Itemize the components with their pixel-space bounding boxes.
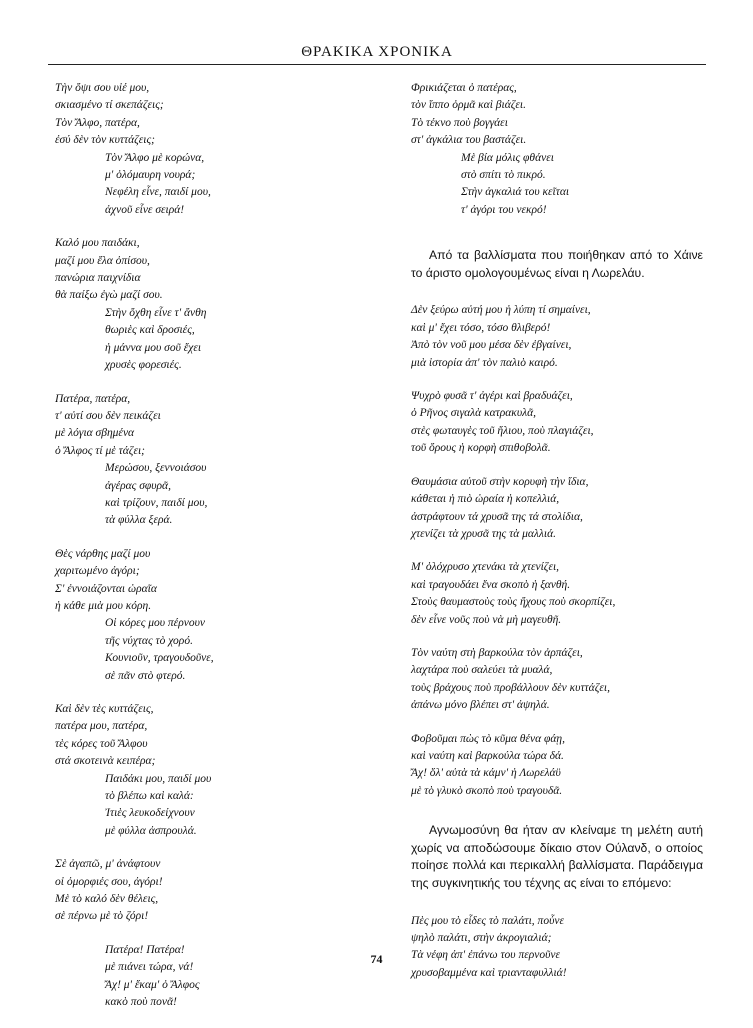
poem-line: Τὴν ὄψι σου υἱέ μου, xyxy=(55,82,150,94)
poem-line: ὁ Ρῆνος σιγαλὰ κατρακυλᾶ, xyxy=(411,407,536,420)
running-header: ΘΡΑΚΙΚΑ ΧΡΟΝΙΚΑ xyxy=(301,44,453,60)
poem-line: χαριτωμένο ἀγόρι; xyxy=(55,565,140,578)
poem-line: καὶ ναύτη καὶ βαρκούλα τώρα δά. xyxy=(411,749,564,762)
poem-line: Φοβοῦμαι πὼς τὸ κῦμα θένα φάῃ, xyxy=(411,732,565,745)
poem-line: Νεφέλη εἶνε, παιδί μου, xyxy=(105,186,211,199)
poem-line: χτενίζει τὰ χρυσᾶ της τὰ μαλλιά. xyxy=(411,527,556,540)
poem-line: μαζί μου ἔλα ὀπίσου, xyxy=(55,254,150,267)
poem-line: Κουνιοῦν, τραγουδοῦνε, xyxy=(105,652,214,665)
poem-stanza xyxy=(55,546,375,685)
poem-line: θὰ παίξω ἐγὼ μαζί σου. xyxy=(55,289,163,302)
poem-line: Πὲς μου τὸ εἶδες τὸ παλάτι, ποὖνε xyxy=(411,914,564,927)
poem-line: Στὴν ἀγκαλιά του κεῖται xyxy=(461,186,570,199)
poem-line: ἀγέρας σφυρᾶ, xyxy=(105,479,171,492)
poem-line: ἡ μάννα μου σοῦ ἔχει xyxy=(105,341,202,354)
poem-line: σὲ πέρνω μὲ τὸ ζόρι! xyxy=(55,910,149,923)
poem-stanza xyxy=(411,302,711,372)
poem-line: Στὴν ὄχθη εἶνε τ' ἄνθη xyxy=(105,306,207,319)
poem-line: τῆς νύχτας τὸ χορό. xyxy=(105,634,193,647)
poem-line: τ' αὐτί σου δὲν πεικάζει xyxy=(55,409,161,422)
poem-line: μὲ λόγια σβημένα xyxy=(55,427,135,440)
poem-line: Μερώσου, ξεννοιάσου xyxy=(105,462,207,475)
poem-line: καὶ τρίζουν, παιδί μου, xyxy=(105,496,208,509)
poem-stanza xyxy=(55,391,375,530)
poem-stanza xyxy=(411,80,711,219)
poem-line: Τὸν Ἄλφο, πατέρα, xyxy=(55,116,140,129)
poem-line: Τὸν ναύτη στὴ βαρκούλα τὸν ἁρπάζει, xyxy=(411,646,583,659)
poem-line: πατέρα μου, πατέρα, xyxy=(55,720,148,733)
poem-line: ἀπάνω μόνο βλέπει στ' ἀψηλά. xyxy=(411,699,550,712)
poem-line: Μὲ τὸ καλό δὲν θέλεις, xyxy=(55,893,159,906)
poem-line: τὸ βλέπω καὶ καλά: xyxy=(105,790,194,803)
poem-line: Μ' ὁλόχρυσο χτενάκι τὰ χτενίζει, xyxy=(411,561,560,574)
poem-line: Ἰτιὲς λευκοδείχνουν xyxy=(105,807,195,820)
poem-stanza xyxy=(55,856,375,926)
poem-line: καὶ μ' ἔχει τόσο, τόσο θλιβερό! xyxy=(411,321,551,334)
poem-line: Δὲν ξεύρω αὐτή μου ἡ λύπη τί σημαίνει, xyxy=(411,304,591,317)
poem-line: Καὶ δὲν τὲς κυττάζεις, xyxy=(55,703,154,715)
poem-line: λαχτάρα ποὺ σαλεύει τὰ μυαλά, xyxy=(411,664,553,677)
poem-line: Φρικιάζεται ὁ πατέρας, xyxy=(411,82,517,94)
poem-stanza xyxy=(411,388,711,458)
poem-line: πανώρια παιχνίδια xyxy=(55,272,141,285)
poem-line: θωριὲς καὶ δροσιές, xyxy=(105,324,195,337)
poem-line: ἀχνοῦ εἶνε σειρά! xyxy=(105,203,185,216)
poem-line: Ἀπὸ τὸν νοῦ μου μέσα δὲν ἐβγαίνει, xyxy=(411,339,572,352)
poem-line: μιὰ ἱστορία ἀπ' τὸν παλιὸ καιρό. xyxy=(411,356,558,369)
poem-line: Τὸν Ἄλφο μὲ κορώνα, xyxy=(105,151,205,164)
poem-line: Τὸ τέκνο ποὺ βογγάει xyxy=(411,116,508,129)
poem-line: χρυσοβαμμένα καὶ τριανταφυλλιά! xyxy=(411,966,567,979)
poem-stanza xyxy=(411,913,711,983)
poem-line: Τὰ νέφη ἀπ' ἐπάνω του περνοῦνε xyxy=(411,949,561,962)
prose-paragraph: Αγνωμοσύνη θα ήταν αν κλείναμε τη μελέτη αυτή χωρίς να αποδώσουμε δίκαιο στον Ούλανδ, ο οποίος ποίησε πολλά και περικαλλή βαλλίσματα. Παράδειγμα της συγκινητικής του τέχνης ας είναι το επόμενο: xyxy=(411,823,703,890)
poem-line: τοῦ ὄρους ἡ κορφὴ σπιθοβολᾶ. xyxy=(411,442,551,455)
poem-line: ἡ κάθε μιὰ μου κόρη. xyxy=(55,599,152,612)
poem-line: σὲ πᾶν στὸ φτερό. xyxy=(105,669,186,682)
poem-line: οἱ ὀμορφιές σου, ἀγόρι! xyxy=(55,875,163,888)
poem-line: στὲς φωταυγὲς τοῦ ἥλιου, ποὺ πλαγιάζει, xyxy=(411,424,594,437)
poem-line: Πατέρα! Πατέρα! xyxy=(105,943,185,956)
poem-line: τ' ἀγόρι του νεκρό! xyxy=(461,203,547,216)
header-rule xyxy=(48,64,706,65)
page-number: 74 xyxy=(370,952,383,966)
poem-line: Πατέρα, πατέρα, xyxy=(55,392,131,405)
poem-stanza xyxy=(55,80,375,219)
poem-line: Ψυχρὸ φυσᾶ τ' ἀγέρι καὶ βραδυάζει, xyxy=(411,390,573,403)
poem-line: μὲ φύλλα ἀσπρουλά. xyxy=(105,824,197,837)
poem-line: μὲ τὸ γλυκὸ σκοπὸ ποὺ τραγουδᾶ. xyxy=(411,784,563,797)
poem-line: μ' ὁλόμαυρη νουρά; xyxy=(105,169,196,182)
poem-line: καὶ τραγουδάει ἕνα σκοπὸ ἡ ξανθή. xyxy=(411,578,571,591)
poem-line: ἐσύ δὲν τὸν κυττάζεις; xyxy=(55,134,156,147)
poem-line: ψηλὸ παλάτι, στὴν ἀκρογιαλιά; xyxy=(411,931,552,944)
poem-line: ἀστράφτουν τά χρυσᾶ της τά στολίδια, xyxy=(411,510,583,523)
poem-line: ὁ Ἄλφος τί μὲ τάζει; xyxy=(55,444,146,457)
poem-line: στά σκοτεινὰ κειπέρα; xyxy=(55,755,156,768)
poem-line: στ' ἀγκάλια του βαστάζει. xyxy=(411,134,527,147)
poem-line: Παιδάκι μου, παιδί μου xyxy=(105,772,212,785)
poem-line: σκιασμένο τί σκεπάζεις; xyxy=(55,99,164,112)
poem-line: Καλό μου παιδάκι, xyxy=(55,237,140,250)
poem-line: Θαυμάσια αὐτοῦ στὴν κορυφὴ τὴν ἴδια, xyxy=(411,475,589,488)
poem-line: τὸν ἵππο ὁρμᾶ καὶ βιάζει. xyxy=(411,99,526,112)
lorelei-poem xyxy=(411,302,711,800)
poem-line: Οἱ κόρες μου πέρνουν xyxy=(105,617,205,630)
poem-stanza xyxy=(55,235,375,374)
poem-line: τὲς κόρες τοῦ Ἄλφου xyxy=(55,737,148,750)
poem-line: μὲ πιάνει τώρα, νά! xyxy=(105,961,194,974)
poem-line: Ἄχ! ὅλ' αὐτὰ τὰ κάμν' ἡ Λωρελάϋ xyxy=(411,767,561,780)
poem-line: χρυσὲς φορεσιές. xyxy=(105,359,182,372)
prose-paragraph: Από τα βαλλίσματα που ποιήθηκαν από το Χάινε το άριστο ομολογουμένως είναι η Λωρελάυ. xyxy=(411,248,703,280)
poem-line: τὰ φύλλα ξερά. xyxy=(105,514,173,527)
poem-line: κάθεται ἡ πιὸ ὡραία ἡ κοπελλιά, xyxy=(411,493,560,506)
poem-line: Στοὺς θαυμαστοὺς τοὺς ἤχους ποὺ σκορπίζει, xyxy=(411,596,616,609)
poem-line: Ἄχ! μ' ἔκαμ' ὁ Ἄλφος xyxy=(105,978,200,991)
right-column xyxy=(411,80,711,998)
poem-stanza xyxy=(411,559,711,629)
poem-line: Μὲ βία μόλις φθάνει xyxy=(461,151,554,164)
poem-stanza xyxy=(55,701,375,840)
poem-line: Θὲς νάρθης μαζί μου xyxy=(55,547,151,560)
poem-line: Σ' ἐννοιάζονται ὡραῖα xyxy=(55,582,157,595)
poem-line: στὸ σπίτι τὸ πικρό. xyxy=(461,169,546,182)
poem-stanza xyxy=(411,474,711,544)
poem-line: δὲν εἶνε νοῦς ποὺ νὰ μὴ μαγευθῆ. xyxy=(411,613,562,626)
poem-line: Σὲ ἀγαπῶ, μ' ἀνάφτουν xyxy=(55,858,161,871)
poem-line: τοὺς βράχους ποὺ προβάλλουν δὲν κυττάζει, xyxy=(411,681,610,694)
left-column xyxy=(55,80,375,1028)
poem-line: κακὸ ποὺ πονᾶ! xyxy=(105,996,177,1009)
poem-stanza xyxy=(411,731,711,801)
poem-stanza xyxy=(411,645,711,715)
